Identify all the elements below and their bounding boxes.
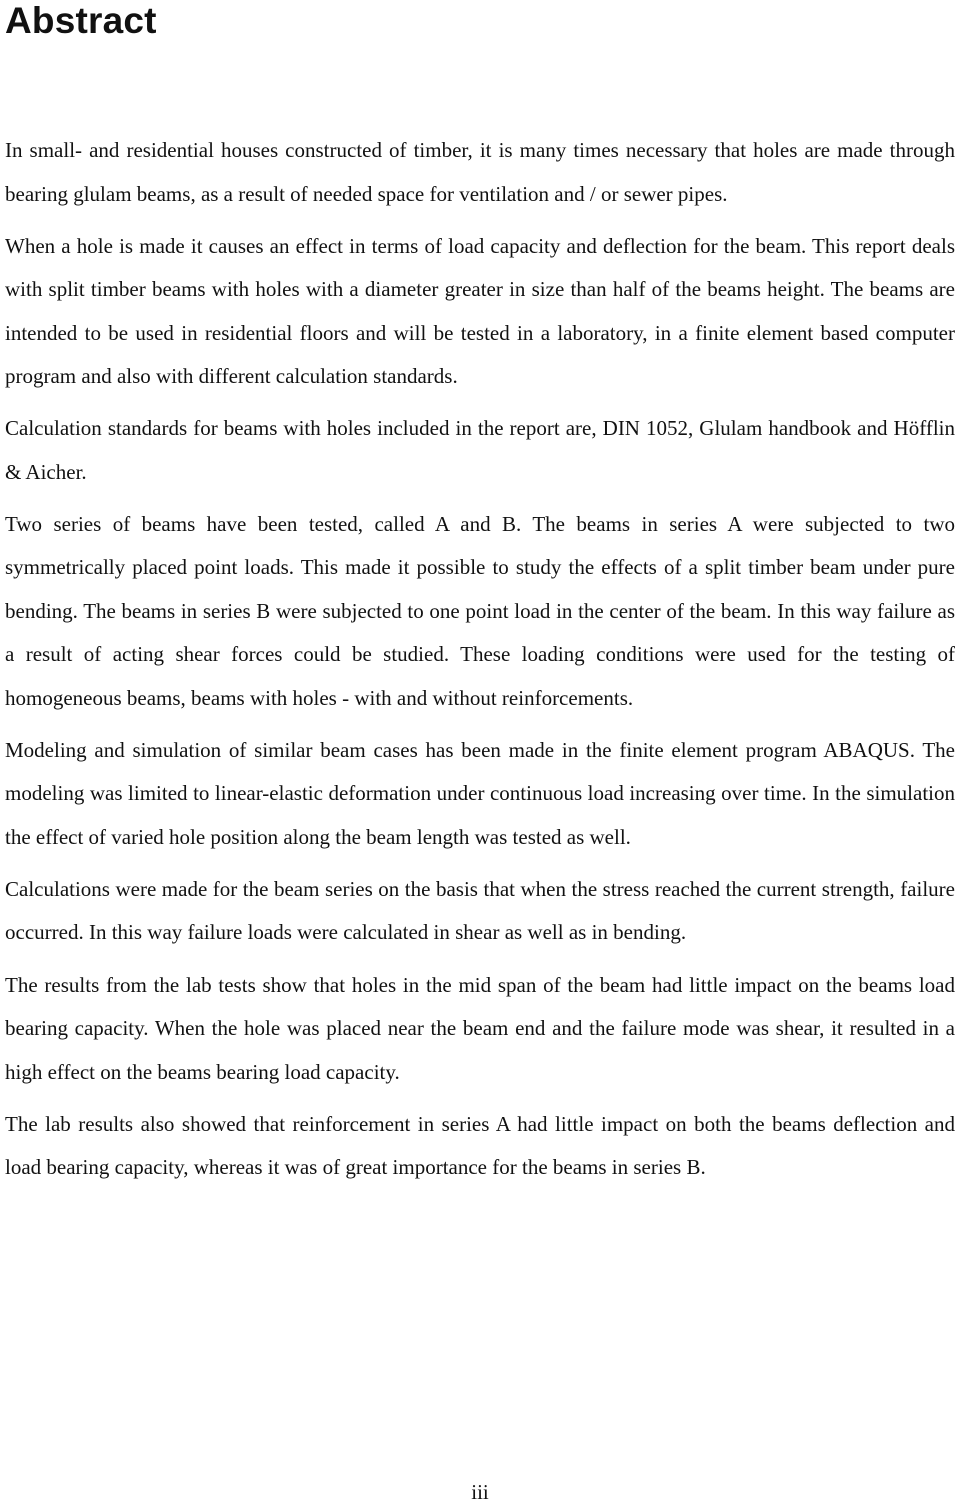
- abstract-body: [5, 129, 955, 1198]
- page-number: iii: [471, 1480, 489, 1504]
- paragraph-standards: Calculation standards for beams with holes included in the report are, DIN 1052, Glulam handbook and Höfflin & Aicher.: [5, 416, 955, 484]
- paragraph-hole-effect: When a hole is made it causes an effect in terms of load capacity and deflection for the beam. This report deals with split timber beams with holes with a diameter greater in size than half of the beams height. The beams are intended to be used in residential floors and will be tested in a laboratory, in a finite element based computer program and also with different calculation standards.: [5, 233, 955, 389]
- paragraph-test-series: Two series of beams have been tested, called A and B. The beams in series A were subjected to two symmetrically placed point loads. This made it possible to study the effects of a split timber beam under pure bending. The beams in series B were subjected to one point load in the center of the beam. In this way failure as a result of acting shear forces could be studied. These loading conditions were used for the testing of homogeneous beams, beams with holes - with and without reinforcements.: [5, 511, 955, 710]
- paragraph-calculations: Calculations were made for the beam series on the basis that when the stress reached the current strength, failure occurred. In this way failure loads were calculated in shear as well as in bending.: [5, 876, 955, 945]
- paragraph-lab-results: The results from the lab tests show that holes in the mid span of the beam had little impact on the beams load bearing capacity. When the hole was placed near the beam end and the failure mode was shear, it resulted in a high effect on the beams bearing load capacity.: [5, 972, 955, 1084]
- paragraph-reinforcement: The lab results also showed that reinforcement in series A had little impact on both the beams deflection and load bearing capacity, whereas it was of great importance for the beams in series B.: [5, 1111, 955, 1180]
- paragraph-modeling: Modeling and simulation of similar beam cases has been made in the finite element program ABAQUS. The modeling was limited to linear-elastic deformation under continuous load increasing over time. In the simulation the effect of varied hole position along the beam length was tested as well.: [5, 737, 955, 849]
- page-title: Abstract: [5, 0, 157, 41]
- paragraph-intro: In small- and residential houses constructed of timber, it is many times necessary that holes are made through bearing glulam beams, as a result of needed space for ventilation and / or sewer pipes.: [5, 138, 955, 206]
